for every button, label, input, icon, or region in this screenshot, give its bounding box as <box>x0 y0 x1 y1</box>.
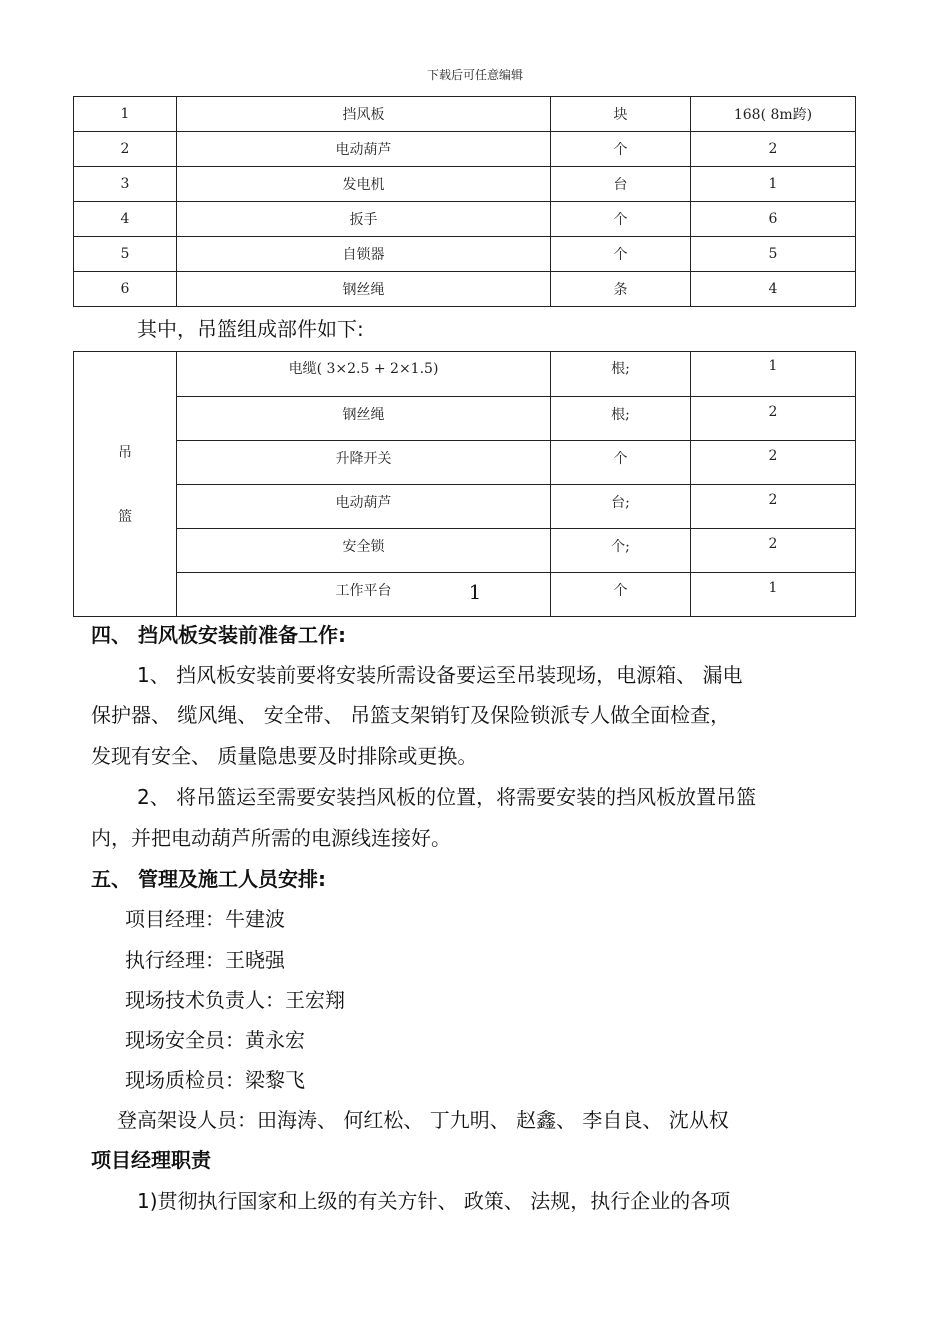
table-cell: 台; <box>551 485 691 529</box>
table-row <box>74 529 856 573</box>
table-row <box>74 352 856 397</box>
list-item: 执行经理：王晓强 <box>125 948 285 972</box>
table-cell: 个 <box>551 441 691 485</box>
table-row <box>74 202 856 237</box>
paragraph-line: 2、 将吊篮运至需要安装挡风板的位置，将需要安装的挡风板放置吊篮 <box>137 785 757 809</box>
table-row <box>74 97 856 132</box>
table-cell: 2 <box>74 132 177 167</box>
table-cell: 发电机 <box>177 167 551 202</box>
table-cell: 2 <box>691 397 856 441</box>
table-cell: 电动葫芦 <box>177 132 551 167</box>
table-cell: 扳手 <box>177 202 551 237</box>
list-item: 现场安全员：黄永宏 <box>125 1028 305 1052</box>
table-cell: 根; <box>551 397 691 441</box>
section-heading: 项目经理职责 <box>91 1148 211 1172</box>
table-row <box>74 397 856 441</box>
table-cell: 1 <box>691 167 856 202</box>
table-cell: 1 <box>74 97 177 132</box>
list-item: 现场技术负责人：王宏翔 <box>125 988 345 1012</box>
table-cell: 工作平台 <box>177 573 551 617</box>
table-cell: 钢丝绳 <box>177 272 551 307</box>
table-cell: 台 <box>551 167 691 202</box>
table-cell: 2 <box>691 132 856 167</box>
table-cell: 2 <box>691 529 856 573</box>
table-cell: 个; <box>551 529 691 573</box>
table-row <box>74 485 856 529</box>
table-row <box>74 441 856 485</box>
basket-label-bottom: 篮 <box>118 509 132 525</box>
table-cell: 自锁器 <box>177 237 551 272</box>
paragraph-line: 1、 挡风板安装前要将安装所需设备要运至吊装现场，电源箱、 漏电 <box>137 663 743 687</box>
paragraph-line: 发现有安全、 质量隐患要及时排除或更换。 <box>91 744 478 768</box>
paragraph-line: 内，并把电动葫芦所需的电源线连接好。 <box>91 826 451 850</box>
paragraph-line: 保护器、 缆风绳、 安全带、 吊篮支架销钉及保险锁派专人做全面检查， <box>91 703 731 727</box>
basket-label-top: 吊 <box>118 445 132 461</box>
table-cell: 6 <box>691 202 856 237</box>
table-cell: 个 <box>551 132 691 167</box>
table-cell: 1 <box>691 352 856 397</box>
table-cell: 钢丝绳 <box>177 397 551 441</box>
list-item: 现场质检员：梁黎飞 <box>125 1068 305 1092</box>
table-cell: 4 <box>74 202 177 237</box>
table-cell: 块 <box>551 97 691 132</box>
table-row <box>74 132 856 167</box>
table-cell: 挡风板 <box>177 97 551 132</box>
table-cell: 3 <box>74 167 177 202</box>
table-cell: 2 <box>691 485 856 529</box>
table-cell: 5 <box>74 237 177 272</box>
table-row <box>74 237 856 272</box>
table-cell: 个 <box>551 202 691 237</box>
page-number: 1 <box>468 580 482 604</box>
table-cell: 168( 8m跨) <box>691 97 856 132</box>
table-cell: 安全锁 <box>177 529 551 573</box>
section-heading: 四、 挡风板安装前准备工作: <box>91 623 346 647</box>
table-cell: 电缆( 3×2.5 + 2×1.5) <box>177 352 551 397</box>
table-cell: 条 <box>551 272 691 307</box>
table-cell: 根; <box>551 352 691 397</box>
equipment-table <box>73 96 856 307</box>
paragraph-line: 1)贯彻执行国家和上级的有关方针、 政策、 法规，执行企业的各项 <box>137 1189 731 1213</box>
table-row <box>74 167 856 202</box>
table-cell: 5 <box>691 237 856 272</box>
list-item: 登高架设人员：田海涛、 何红松、 丁九明、 赵鑫、 李自良、 沈从权 <box>117 1108 729 1132</box>
page-header: 下载后可任意编辑 <box>426 68 523 82</box>
table-cell: 6 <box>74 272 177 307</box>
table-cell: 个 <box>551 237 691 272</box>
table-note: 其中，吊篮组成部件如下: <box>137 317 364 341</box>
section-heading: 五、 管理及施工人员安排: <box>91 867 326 891</box>
list-item: 项目经理：牛建波 <box>125 907 285 931</box>
table-cell: 2 <box>691 441 856 485</box>
basket-label-cell <box>74 352 177 617</box>
table-cell: 4 <box>691 272 856 307</box>
table-row <box>74 272 856 307</box>
table-cell: 1 <box>691 573 856 617</box>
table-cell: 升降开关 <box>177 441 551 485</box>
table-cell: 电动葫芦 <box>177 485 551 529</box>
table-cell: 个 <box>551 573 691 617</box>
basket-parts-table <box>73 351 856 617</box>
